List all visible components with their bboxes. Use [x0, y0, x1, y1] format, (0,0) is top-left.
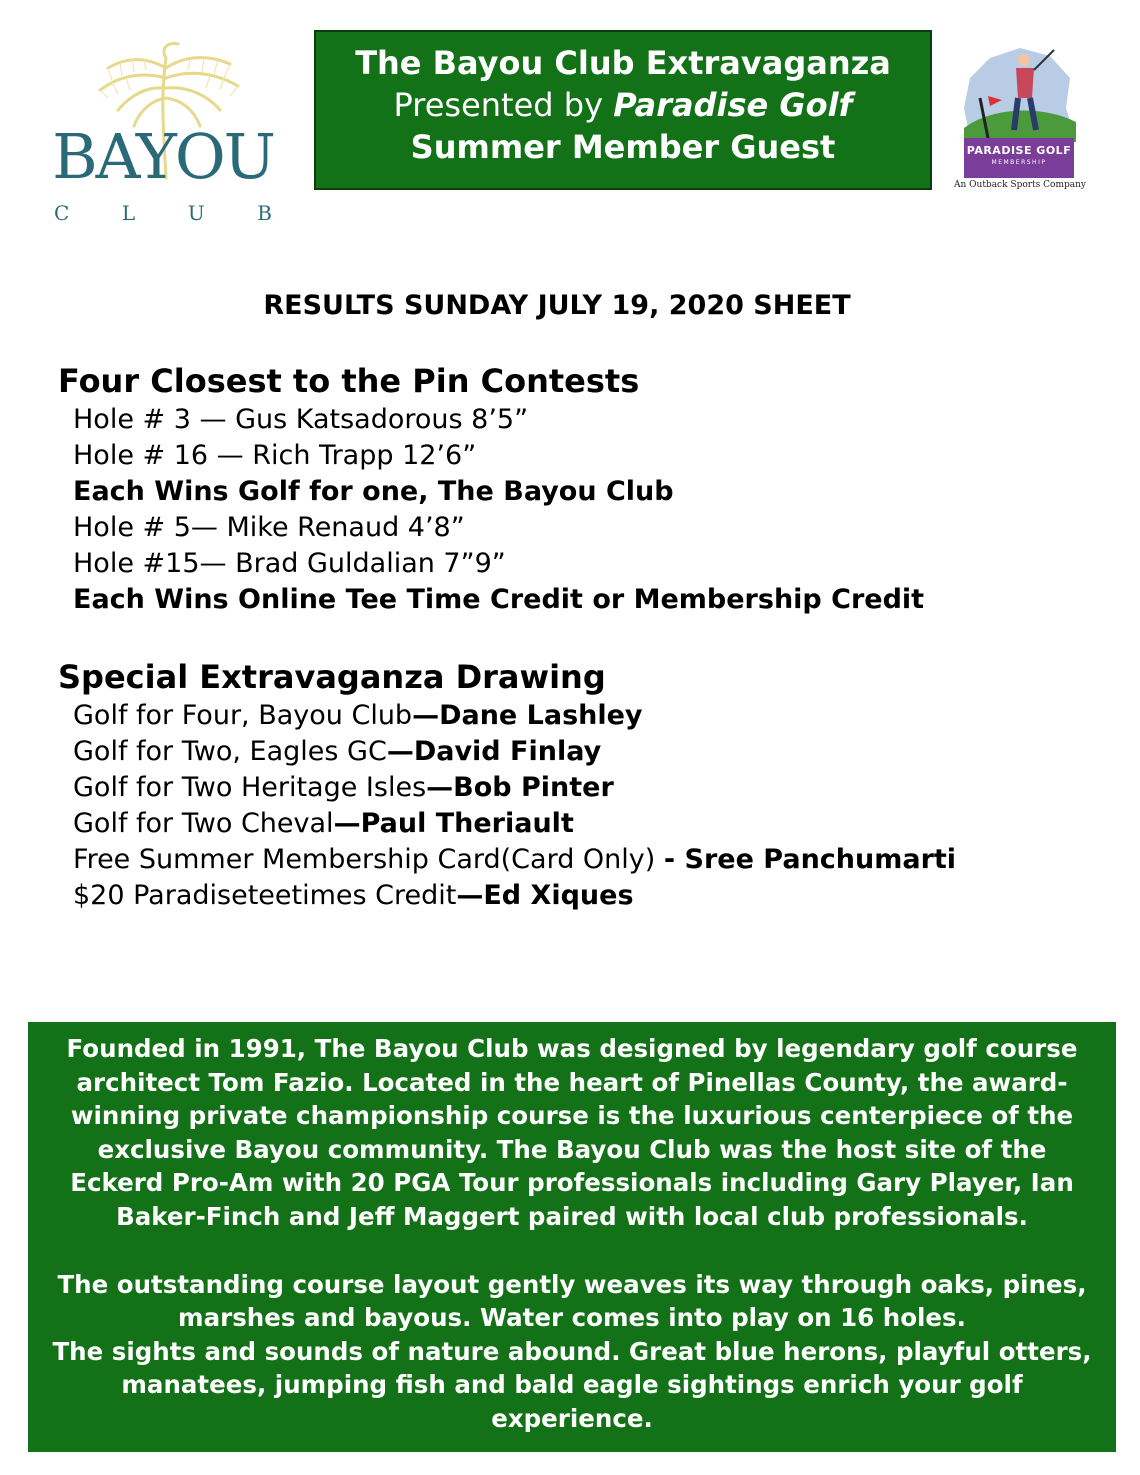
course-description-paragraph	[28, 1268, 1116, 1436]
drawing-winner: —Bob Pinter	[426, 772, 614, 803]
results-title: RESULTS SUNDAY JULY 19, 2020 SHEET	[263, 290, 851, 321]
golfer-icon	[950, 38, 1090, 148]
event-title: The Bayou Club Extravaganza	[355, 44, 891, 82]
presented-by-prefix: Presented by	[393, 86, 614, 124]
company-tagline: An Outback Sports Company	[953, 180, 1087, 190]
drawing-prize: Golf for Two Cheval	[73, 808, 334, 839]
info-line: The sights and sounds of nature abound. Great blue herons, playful otters,	[52, 1336, 1092, 1366]
pin-result-line: Hole # 16 — Rich Trapp 12’6”	[73, 440, 477, 471]
club-wordmark	[48, 201, 278, 225]
drawing-prize: Golf for Two Heritage Isles	[73, 772, 427, 803]
info-line: marshes and bayous. Water comes into play on 16 holes.	[178, 1303, 966, 1333]
club-letter: L	[121, 201, 136, 225]
pin-prize-line: Each Wins Golf for one, The Bayou Club	[73, 476, 674, 507]
club-letter: C	[54, 201, 70, 225]
drawing-item	[73, 880, 634, 911]
club-letter: B	[257, 201, 272, 225]
badge-subtitle: MEMBERSHIP	[991, 159, 1047, 166]
pin-contests-heading: Four Closest to the Pin Contests	[58, 362, 640, 400]
drawing-winner: —David Finlay	[386, 736, 602, 767]
event-header	[314, 30, 932, 190]
drawing-item	[73, 808, 574, 839]
club-history-paragraph	[28, 1032, 1116, 1234]
paradise-badge	[964, 138, 1074, 178]
drawing-winner: —Ed Xiques	[456, 880, 634, 911]
bayou-wordmark: BAYOU	[52, 120, 274, 193]
drawing-item	[73, 700, 643, 731]
info-line: winning private championship course is the luxurious centerpiece of the	[70, 1101, 1074, 1131]
drawing-prize: Free Summer Membership Card(Card Only)	[73, 844, 664, 875]
drawing-prize: $20 Paradiseteetimes Credit	[73, 880, 457, 911]
sponsor-name: Paradise Golf	[613, 86, 853, 124]
info-line: architect Tom Fazio. Located in the heart of Pinellas County, the award-	[76, 1067, 1068, 1097]
info-line: manatees, jumping fish and bald eagle sightings enrich your golf	[121, 1370, 1023, 1400]
drawing-prize: Golf for Four, Bayou Club	[73, 700, 413, 731]
drawing-winner: - Sree Panchumarti	[663, 844, 957, 875]
info-line: The outstanding course layout gently weaves its way through oaks, pines,	[57, 1269, 1087, 1299]
info-line: Baker-Finch and Jeff Maggert paired with local club professionals.	[116, 1201, 1028, 1231]
drawing-item	[73, 736, 601, 767]
drawing-winner: —Dane Lashley	[412, 700, 643, 731]
bayou-club-logo	[48, 38, 278, 225]
drawing-item	[73, 772, 614, 803]
info-line: exclusive Bayou community. The Bayou Club was the host site of the	[97, 1134, 1047, 1164]
paradise-golf-logo	[950, 38, 1090, 198]
drawing-prize: Golf for Two, Eagles GC	[73, 736, 387, 767]
event-subtitle: Summer Member Guest	[410, 128, 836, 166]
drawing-winner: —Paul Theriault	[333, 808, 574, 839]
pin-result-line: Hole # 5— Mike Renaud 4’8”	[73, 512, 465, 543]
drawing-item	[73, 844, 956, 875]
info-line: Founded in 1991, The Bayou Club was designed by legendary golf course	[66, 1034, 1078, 1063]
club-info-box	[28, 1022, 1116, 1452]
pin-result-line: Hole #15— Brad Guldalian 7”9”	[73, 548, 506, 579]
presented-by	[316, 84, 930, 126]
info-line: Eckerd Pro-Am with 20 PGA Tour professionals including Gary Player, Ian	[70, 1168, 1074, 1198]
info-line: experience.	[491, 1403, 653, 1433]
badge-title: PARADISE GOLF	[966, 144, 1072, 157]
club-letter: U	[187, 201, 205, 225]
drawing-heading: Special Extravaganza Drawing	[58, 658, 606, 696]
pin-result-line: Hole # 3 — Gus Katsadorous 8’5”	[73, 404, 529, 435]
pin-prize-line: Each Wins Online Tee Time Credit or Membership Credit	[73, 584, 925, 615]
